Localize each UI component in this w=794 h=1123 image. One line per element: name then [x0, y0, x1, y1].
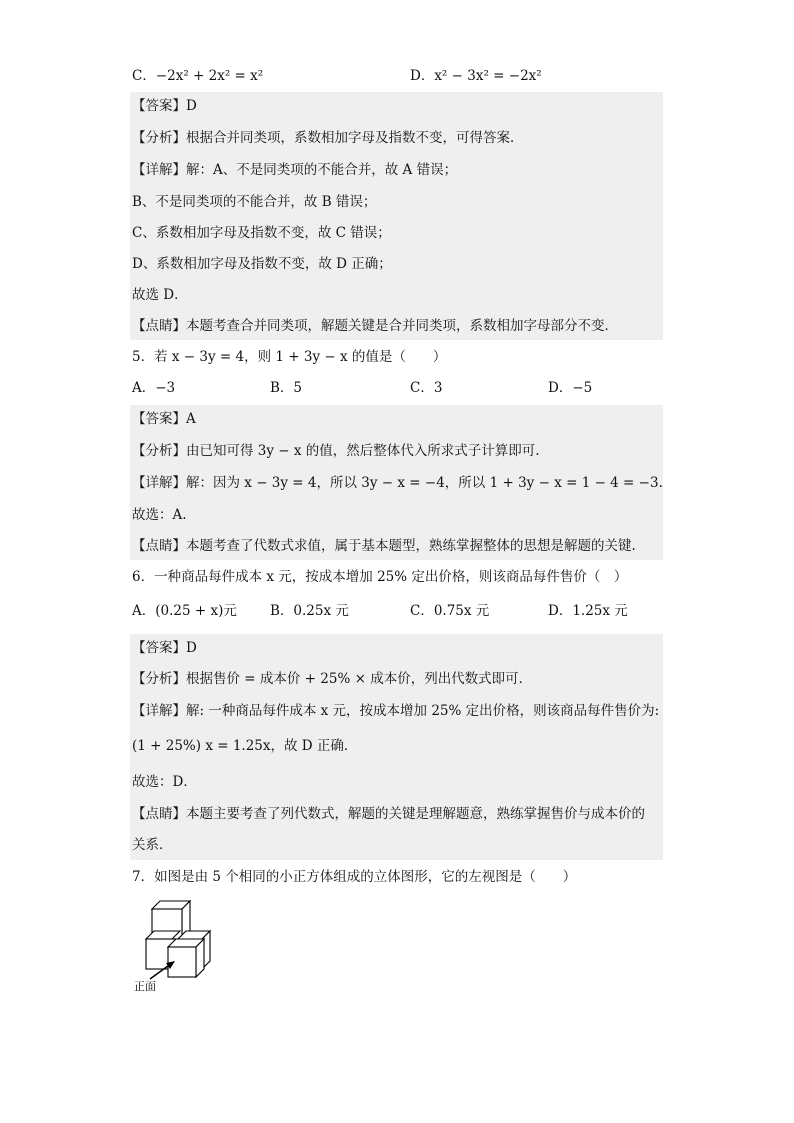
q6-option-b: B．0.25x 元 [270, 603, 349, 619]
q4-option-d: D．x² − 3x² = −2x² [410, 68, 542, 84]
q6-option-d: D．1.25x 元 [548, 603, 628, 619]
q6-comment-2: 关系． [132, 837, 173, 853]
q6-option-c: C．0.75x 元 [410, 603, 490, 619]
q4-answer: 【答案】D [132, 98, 197, 114]
q6-choose: 故选：D． [132, 774, 197, 790]
q6-detail: 【详解】解: 一种商品每件成本 x 元，按成本增加 25% 定出价格，则该商品每件售价为: [132, 703, 660, 719]
q4-comment: 【点睛】本题考查合并同类项，解题关键是合并同类项，系数相加字母部分不变． [132, 318, 618, 334]
q5-option-d: D．−5 [548, 380, 593, 396]
q5-analysis: 【分析】由已知可得 3y − x 的值，然后整体代入所求式子计算即可. [132, 443, 540, 459]
q4-option-c: C．−2x² + 2x² = x² [132, 68, 264, 84]
figure-label: 正面 [134, 980, 156, 993]
q6-option-a: A．(0.25 + x)元 [132, 603, 237, 619]
q4-detail: 【详解】解：A、不是同类项的不能合并，故 A 错误； [132, 162, 458, 178]
q5-comment: 【点睛】本题考查了代数式求值，属于基本题型，熟练掌握整体的思想是解题的关键. [132, 538, 636, 554]
q5-detail: 【详解】解：因为 x − 3y = 4，所以 3y − x = −4，所以 1 + 3y − x = 1 − 4 = −3. [132, 475, 663, 491]
q4-analysis: 【分析】根据合并同类项，系数相加字母及指数不变，可得答案． [132, 130, 524, 146]
q6-analysis: 【分析】根据售价 = 成本价 + 25% × 成本价，列出代数式即可． [132, 671, 533, 687]
q4-line-d: D、系数相加字母及指数不变，故 D 正确； [132, 256, 392, 272]
q5-answer: 【答案】A [132, 411, 196, 427]
cube-figure [128, 895, 228, 995]
q4-line-b: B、不是同类项的不能合并，故 B 错误； [132, 194, 377, 210]
q4-choose: 故选 D． [132, 287, 188, 303]
q5-option-c: C．3 [410, 380, 443, 396]
q6-stem: 6．一种商品每件成本 x 元，按成本增加 25% 定出价格，则该商品每件售价（ ） [132, 569, 628, 585]
q6-comment-1: 【点睛】本题主要考查了列代数式，解题的关键是理解题意，熟练掌握售价与成本价的 [132, 806, 645, 822]
q7-stem: 7．如图是由 5 个相同的小正方体组成的立体图形，它的左视图是（ ） [132, 869, 577, 885]
q5-option-b: B．5 [270, 380, 303, 396]
q5-stem: 5．若 x − 3y = 4，则 1 + 3y − x 的值是（ ） [132, 349, 447, 365]
q6-formula: (1 + 25%) x = 1.25x，故 D 正确． [132, 738, 358, 754]
q4-line-c: C、系数相加字母及指数不变，故 C 错误； [132, 225, 391, 241]
q5-choose: 故选：A. [132, 507, 187, 523]
q6-answer: 【答案】D [132, 640, 197, 656]
q5-option-a: A．−3 [132, 380, 176, 396]
